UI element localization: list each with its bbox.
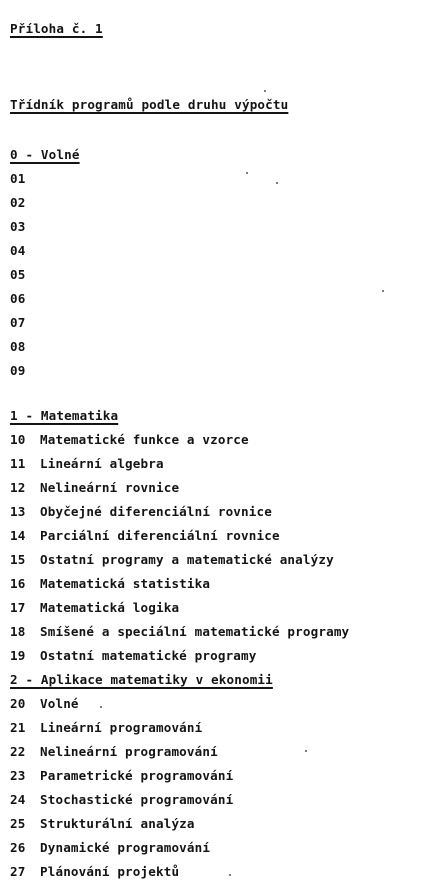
section-heading: 0 - Volné	[10, 147, 80, 162]
list-item	[10, 624, 349, 640]
item-text: Parametrické programování	[40, 768, 234, 783]
list-item	[10, 528, 280, 544]
item-text: Strukturální analýza	[40, 816, 195, 831]
list-item	[10, 792, 233, 808]
section-heading: 1 - Matematika	[10, 408, 119, 423]
scan-speck	[276, 182, 278, 184]
item-text: Ostatní matematické programy	[40, 648, 257, 663]
item-code: 08	[10, 339, 26, 354]
list-item	[10, 816, 195, 832]
item-text: Stochastické programování	[40, 792, 234, 807]
item-code: 06	[10, 291, 26, 306]
item-code: 26	[10, 840, 26, 855]
item-code: 22	[10, 744, 26, 759]
item-code: 10	[10, 432, 26, 447]
item-code: 15	[10, 552, 26, 567]
item-code: 04	[10, 243, 26, 258]
list-item	[10, 552, 334, 568]
item-code: 18	[10, 624, 26, 639]
item-code: 25	[10, 816, 26, 831]
item-code: 17	[10, 600, 26, 615]
list-item	[10, 456, 164, 472]
item-code: 09	[10, 363, 26, 378]
item-text: Plánování projektů	[40, 864, 180, 879]
item-code: 12	[10, 480, 26, 495]
scan-speck	[264, 90, 266, 92]
scan-speck	[305, 750, 307, 752]
list-item	[10, 864, 179, 880]
list-item	[10, 504, 272, 520]
list-item	[10, 696, 79, 712]
list-item	[10, 576, 210, 592]
list-item	[10, 768, 233, 784]
list-item	[10, 744, 218, 760]
list-item	[10, 432, 249, 448]
scan-speck	[246, 172, 248, 174]
item-code: 24	[10, 792, 26, 807]
scan-speck	[100, 706, 102, 708]
item-text: Nelineární rovnice	[40, 480, 180, 495]
scan-speck	[229, 874, 231, 876]
item-code: 23	[10, 768, 26, 783]
list-item	[10, 195, 40, 211]
item-code: 02	[10, 195, 26, 210]
item-code: 01	[10, 171, 26, 186]
list-item	[10, 171, 40, 187]
list-item	[10, 315, 40, 331]
section-heading: 2 - Aplikace matematiky v ekonomii	[10, 672, 273, 687]
attachment-label: Příloha č. 1	[10, 21, 103, 36]
item-text: Matematické funkce a vzorce	[40, 432, 249, 447]
item-text: Obyčejné diferenciální rovnice	[40, 504, 272, 519]
item-text: Matematická logika	[40, 600, 180, 615]
item-code: 07	[10, 315, 26, 330]
item-code: 13	[10, 504, 26, 519]
item-text: Lineární algebra	[40, 456, 164, 471]
item-text: Lineární programování	[40, 720, 203, 735]
classifier-title: Třídník programů podle druhu výpočtu	[10, 97, 289, 112]
list-item	[10, 243, 40, 259]
list-item	[10, 480, 179, 496]
list-item	[10, 600, 179, 616]
item-text: Nelineární programování	[40, 744, 218, 759]
item-text: Matematická statistika	[40, 576, 211, 591]
list-item	[10, 720, 202, 736]
list-item	[10, 339, 40, 355]
item-code: 21	[10, 720, 26, 735]
item-code: 16	[10, 576, 26, 591]
item-text: Smíšené a speciální matematické programy	[40, 624, 350, 639]
scan-speck	[382, 290, 384, 292]
list-item	[10, 363, 40, 379]
list-item	[10, 648, 257, 664]
item-text: Dynamické programování	[40, 840, 211, 855]
item-code: 19	[10, 648, 26, 663]
item-code: 20	[10, 696, 26, 711]
item-code: 05	[10, 267, 26, 282]
item-code: 27	[10, 864, 26, 879]
item-code: 03	[10, 219, 26, 234]
list-item	[10, 291, 40, 307]
list-item	[10, 267, 40, 283]
list-item	[10, 840, 210, 856]
item-code: 11	[10, 456, 26, 471]
item-text: Volné	[40, 696, 79, 711]
item-text: Parciální diferenciální rovnice	[40, 528, 280, 543]
item-code: 14	[10, 528, 26, 543]
item-text: Ostatní programy a matematické analýzy	[40, 552, 334, 567]
list-item	[10, 219, 40, 235]
